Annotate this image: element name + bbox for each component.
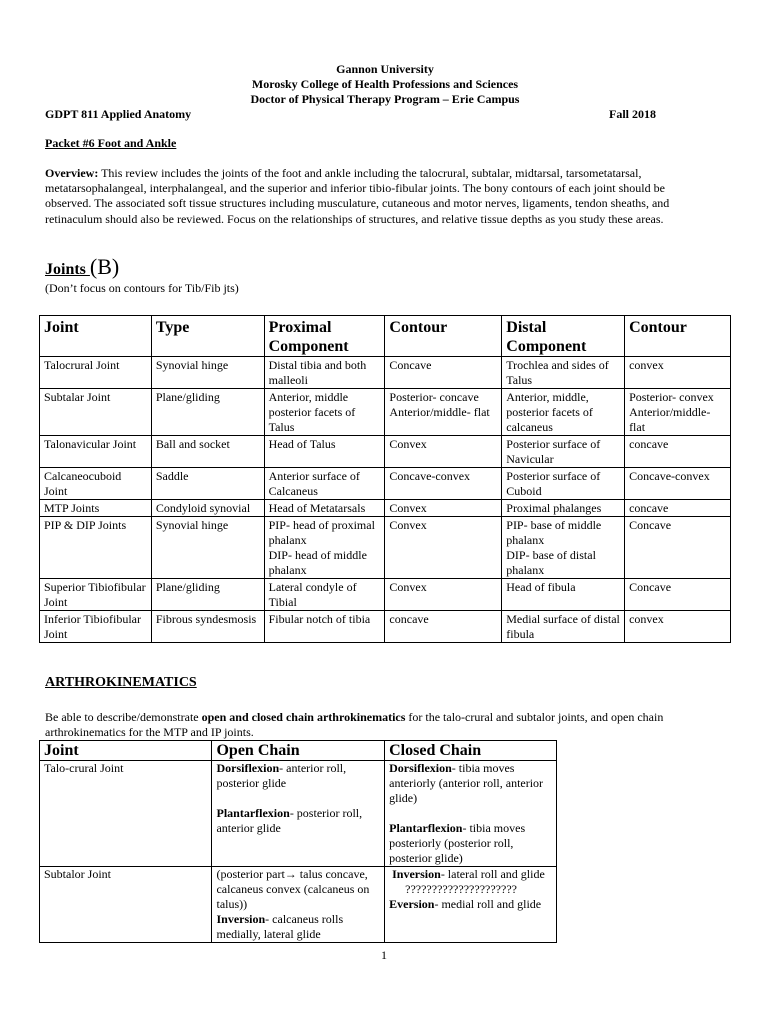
cell-line: concave xyxy=(629,437,669,451)
table-row xyxy=(40,611,731,643)
cell-line: Ball and socket xyxy=(155,437,230,451)
cell-contour-distal xyxy=(625,611,731,643)
joints-suffix: (B) xyxy=(89,253,120,279)
open-inv-text: - calcaneus rolls medially, lateral glide xyxy=(216,912,344,941)
table-row xyxy=(40,761,557,867)
table-row xyxy=(40,436,731,468)
arthro-header-open: Open Chain xyxy=(212,741,385,761)
open-df-label: Dorsiflexion xyxy=(216,761,280,775)
cell-line: Concave-convex xyxy=(629,469,710,483)
cell-line: Superior Tibiofibular Joint xyxy=(44,580,146,609)
cell-contour-proximal xyxy=(385,468,502,500)
cell-line: Head of Talus xyxy=(268,437,336,451)
cell-contour-distal xyxy=(625,579,731,611)
closed-df-text: - tibia moves anteriorly (anterior roll, anterior glide) xyxy=(389,761,544,805)
college-name: Morosky College of Health Professions and Sciences xyxy=(251,77,519,91)
course-row xyxy=(45,107,725,122)
joints-table xyxy=(39,315,731,643)
talocrural-open-chain xyxy=(212,761,385,867)
open-pre: (posterior part xyxy=(216,867,285,881)
cell-line: Head of fibula xyxy=(506,580,576,594)
joints-title: Joints xyxy=(45,260,90,278)
open-pf-text: - posterior roll, anterior glide xyxy=(216,806,363,835)
spacer xyxy=(389,806,552,821)
intro-bold: open and closed chain arthrokinematics xyxy=(201,710,406,724)
joints-table-header xyxy=(40,316,731,357)
arthrokinematics-title: ARTHROKINEMATICS xyxy=(45,675,197,690)
intro-pre: Be able to describe/demonstrate xyxy=(45,710,202,724)
cell-line: Trochlea and sides of Talus xyxy=(506,358,609,387)
header-distal: Distal Component xyxy=(502,316,625,357)
question-marks: ????????????????????? xyxy=(405,882,517,896)
cell-type xyxy=(151,500,264,517)
arthro-table-header xyxy=(40,741,557,761)
cell-line: Inferior Tibiofibular Joint xyxy=(44,612,141,641)
table-row xyxy=(40,579,731,611)
table-row xyxy=(40,357,731,389)
overview-label: Overview: xyxy=(45,166,99,180)
course-title: GDPT 811 Applied Anatomy xyxy=(45,107,192,121)
cell-proximal xyxy=(264,611,385,643)
cell-line: Concave xyxy=(389,358,432,372)
document-page xyxy=(44,62,725,962)
table-row xyxy=(40,500,731,517)
cell-line: Fibular notch of tibia xyxy=(268,612,371,626)
cell-joint xyxy=(40,611,152,643)
cell-contour-distal xyxy=(625,357,731,389)
closed-inv-text: - lateral roll and glide xyxy=(440,867,545,881)
talocrural-closed-chain xyxy=(385,761,557,867)
intro-post: for the talo-crural and subtalor joints, and open chain arthrokinematics for the MTP and IP joints. xyxy=(45,710,664,739)
cell-type xyxy=(151,611,264,643)
cell-line: Anterior/middle- flat xyxy=(629,405,711,434)
cell-proximal xyxy=(264,389,385,436)
table-row xyxy=(40,517,731,579)
closed-df-label: Dorsiflexion xyxy=(389,761,452,775)
header-contour-distal: Contour xyxy=(625,316,731,357)
joints-note: (Don’t focus on contours for Tib/Fib jts) xyxy=(45,280,239,295)
cell-line: Convex xyxy=(389,501,427,515)
cell-contour-distal xyxy=(625,389,731,436)
cell-line: Saddle xyxy=(155,469,189,483)
packet-title: Packet #6 Foot and Ankle xyxy=(45,136,177,150)
cell-joint xyxy=(40,500,152,517)
cell-line: Anterior surface of Calcaneus xyxy=(268,469,360,498)
cell-contour-proximal xyxy=(385,357,502,389)
cell-distal xyxy=(502,500,625,517)
cell-line: Lateral condyle of Tibial xyxy=(268,580,357,609)
arthro-joint-talocrural: Talo-crural Joint xyxy=(40,761,212,867)
cell-line: concave xyxy=(389,612,429,626)
cell-line: Plane/gliding xyxy=(155,390,220,404)
cell-distal xyxy=(502,468,625,500)
cell-line: Concave xyxy=(629,580,672,594)
cell-line: Calcaneocuboid Joint xyxy=(44,469,122,498)
cell-contour-distal xyxy=(625,500,731,517)
joints-heading xyxy=(45,253,725,280)
cell-line: Synovial hinge xyxy=(155,358,229,372)
cell-proximal xyxy=(264,517,385,579)
page-number: 1 xyxy=(381,948,387,962)
cell-proximal xyxy=(264,436,385,468)
cell-line: Convex xyxy=(389,437,427,451)
cell-line: DIP- head of middle phalanx xyxy=(268,548,367,577)
cell-joint xyxy=(40,436,152,468)
table-row xyxy=(40,468,731,500)
arthro-header-closed: Closed Chain xyxy=(385,741,557,761)
cell-proximal xyxy=(264,500,385,517)
cell-joint xyxy=(40,357,152,389)
cell-line: concave xyxy=(629,501,669,515)
closed-inv-label: Inversion xyxy=(392,867,441,881)
cell-type xyxy=(151,468,264,500)
cell-contour-proximal xyxy=(385,436,502,468)
cell-line: Posterior- convex xyxy=(629,390,714,404)
joints-table-body xyxy=(40,357,731,643)
program-name: Doctor of Physical Therapy Program – Erie Campus xyxy=(250,92,520,106)
cell-joint xyxy=(40,389,152,436)
header-type: Type xyxy=(151,316,264,357)
cell-line: Concave-convex xyxy=(389,469,471,483)
cell-line: Distal tibia and both malleoli xyxy=(268,358,367,387)
cell-line: MTP Joints xyxy=(44,501,100,515)
arrow-right-icon: → xyxy=(284,867,297,881)
subtalor-closed-chain xyxy=(385,867,557,943)
cell-proximal xyxy=(264,468,385,500)
cell-contour-proximal xyxy=(385,611,502,643)
cell-contour-distal xyxy=(625,436,731,468)
overview-text: This review includes the joints of the foot and ankle including the talocrural, subtalar, midtarsal, tarsometatarsal, metatarsophalangeal, interphalangeal, and the superior and inferior tibio-fibular joints. The bony contours of each joint should be observed. The associated soft tissue structures including musculature, cutaneous and motor nerves, ligaments, tendon sheaths, and retinaculum should also be reviewed. Focus on the relationships of structures, and relative tissue depths as you study these areas. xyxy=(45,166,670,226)
cell-distal xyxy=(502,611,625,643)
arthrokinematics-intro xyxy=(45,710,725,740)
cell-line: PIP- base of middle phalanx xyxy=(506,518,602,547)
table-row xyxy=(40,867,557,943)
arthro-header-joint: Joint xyxy=(40,741,212,761)
cell-line: Fibrous syndesmosis xyxy=(155,612,257,626)
cell-line: DIP- base of distal phalanx xyxy=(506,548,596,577)
cell-line: Subtalar Joint xyxy=(44,390,111,404)
cell-contour-distal xyxy=(625,517,731,579)
cell-line: convex xyxy=(629,612,664,626)
cell-line: Posterior- concave xyxy=(389,390,479,404)
cell-type xyxy=(151,436,264,468)
cell-distal xyxy=(502,579,625,611)
cell-contour-proximal xyxy=(385,389,502,436)
cell-line: Convex xyxy=(389,518,427,532)
cell-contour-proximal xyxy=(385,500,502,517)
cell-line: Plane/gliding xyxy=(155,580,220,594)
cell-line: Medial surface of distal fibula xyxy=(506,612,620,641)
cell-contour-proximal xyxy=(385,579,502,611)
cell-line: Proximal phalanges xyxy=(506,501,602,515)
open-df-text: - anterior roll, posterior glide xyxy=(216,761,347,790)
cell-line: Talonavicular Joint xyxy=(44,437,137,451)
cell-type xyxy=(151,357,264,389)
closed-ev-text: - medial roll and glide xyxy=(434,897,542,911)
term: Fall 2018 xyxy=(609,107,656,121)
cell-line: PIP & DIP Joints xyxy=(44,518,127,532)
subtalor-open-chain xyxy=(212,867,385,943)
arthrokinematics-table xyxy=(39,740,557,943)
cell-line: Convex xyxy=(389,580,427,594)
cell-type xyxy=(151,389,264,436)
arthro-joint-subtalor: Subtalor Joint xyxy=(40,867,212,943)
cell-contour-proximal xyxy=(385,517,502,579)
cell-line: Talocrural Joint xyxy=(44,358,120,372)
header-proximal: Proximal Component xyxy=(264,316,385,357)
cell-distal xyxy=(502,389,625,436)
cell-joint xyxy=(40,517,152,579)
cell-line: Head of Metatarsals xyxy=(268,501,366,515)
open-post: talus concave, calcaneus convex (calcaneus on talus)) xyxy=(216,867,370,911)
cell-line: PIP- head of proximal phalanx xyxy=(268,518,375,547)
cell-type xyxy=(151,579,264,611)
open-pf-label: Plantarflexion xyxy=(216,806,290,820)
cell-proximal xyxy=(264,579,385,611)
cell-type xyxy=(151,517,264,579)
spacer xyxy=(216,791,380,806)
cell-proximal xyxy=(264,357,385,389)
cell-line: Anterior, middle posterior facets of Talus xyxy=(268,390,356,434)
closed-ev-label: Eversion xyxy=(389,897,435,911)
cell-line: Anterior/middle- flat xyxy=(389,405,490,419)
header-contour-proximal: Contour xyxy=(385,316,502,357)
cell-line: Condyloid synovial xyxy=(155,501,251,515)
overview-paragraph xyxy=(45,166,705,227)
closed-pf-label: Plantarflexion xyxy=(389,821,463,835)
open-inv-label: Inversion xyxy=(216,912,266,926)
cell-distal xyxy=(502,357,625,389)
cell-line: convex xyxy=(629,358,664,372)
cell-contour-distal xyxy=(625,468,731,500)
cell-line: Concave xyxy=(629,518,672,532)
cell-distal xyxy=(502,517,625,579)
cell-joint xyxy=(40,468,152,500)
header-joint: Joint xyxy=(40,316,152,357)
closed-pf-text: - tibia moves posteriorly (posterior roll, posterior glide) xyxy=(389,821,526,865)
cell-line: Posterior surface of Cuboid xyxy=(506,469,601,498)
table-row xyxy=(40,389,731,436)
cell-line: Anterior, middle, posterior facets of calcaneus xyxy=(506,390,593,434)
cell-joint xyxy=(40,579,152,611)
cell-distal xyxy=(502,436,625,468)
cell-line: Posterior surface of Navicular xyxy=(506,437,601,466)
university-name: Gannon University xyxy=(336,62,434,76)
cell-line: Synovial hinge xyxy=(155,518,229,532)
